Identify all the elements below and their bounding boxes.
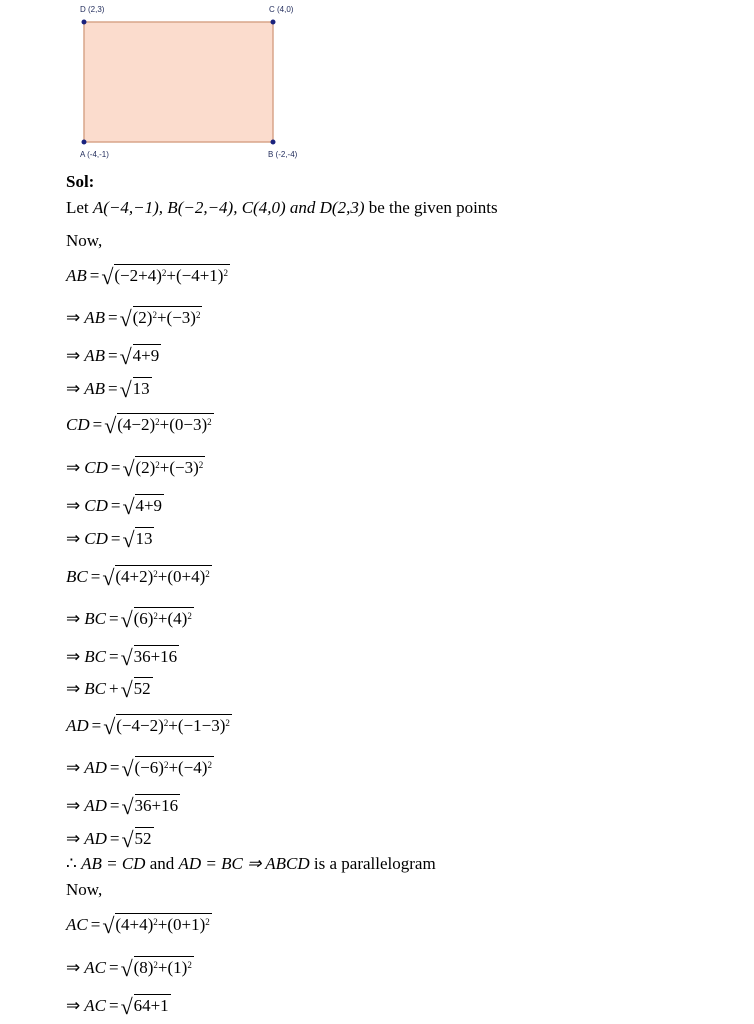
square-root	[122, 645, 180, 667]
distance-step	[66, 494, 164, 516]
given-points-suffix: be the given points	[368, 198, 498, 217]
radicand: $(2)^2+(-3)^2$	[132, 308, 201, 327]
implies-symbol: ⇒	[66, 529, 81, 548]
implies-symbol: ⇒	[66, 308, 81, 327]
step-operator: =	[108, 609, 119, 628]
step-operator: =	[109, 829, 120, 848]
point-d-expression: D(2,3)	[319, 198, 365, 217]
distance-step	[66, 714, 232, 736]
step-operator: =	[110, 529, 121, 548]
radicand: 52	[134, 829, 152, 848]
step-operator: =	[108, 308, 118, 327]
step-operator: =	[90, 567, 101, 586]
radicand: $(6)^2+(4)^2$	[133, 609, 192, 628]
distance-step	[66, 377, 152, 399]
step-operator: =	[109, 758, 120, 777]
implies-symbol: ⇒	[66, 458, 81, 477]
square-root	[102, 264, 230, 286]
and-word: and	[289, 198, 316, 217]
implies-symbol: ⇒	[66, 679, 81, 698]
vertex-d-label: D (2,3)	[80, 5, 105, 14]
vertex-b-point	[271, 140, 276, 145]
square-root	[103, 565, 211, 587]
square-root	[122, 956, 194, 978]
square-root	[121, 344, 162, 366]
implies-symbol: ⇒	[66, 758, 81, 777]
step-lhs: AB	[84, 308, 106, 327]
step-lhs: BC	[84, 647, 106, 666]
step-lhs: AD	[84, 758, 107, 777]
distance-step	[66, 413, 214, 435]
square-root	[123, 756, 214, 778]
square-root	[123, 827, 154, 849]
step-lhs: AD	[84, 829, 107, 848]
step-operator: =	[110, 496, 121, 515]
step-operator: =	[109, 796, 120, 815]
ac-step	[66, 913, 212, 935]
step-lhs: BC	[84, 609, 106, 628]
square-root	[122, 607, 194, 629]
distance-step	[66, 645, 179, 667]
distance-step	[66, 607, 194, 629]
square-root	[121, 377, 152, 399]
distance-step	[66, 456, 205, 478]
step-operator: =	[91, 716, 102, 735]
step-lhs: AD	[66, 716, 89, 735]
solution-heading: Sol:	[66, 172, 95, 191]
step-lhs: BC	[84, 679, 106, 698]
vertex-a-point	[82, 140, 87, 145]
step-lhs: CD	[84, 529, 108, 548]
square-root	[123, 456, 205, 478]
conclusion-and: and	[149, 854, 175, 873]
radicand: $(8)^2+(1)^2$	[133, 958, 192, 977]
let-word: Let	[66, 198, 89, 217]
radicand: 36+16	[134, 796, 179, 815]
step-lhs: AC	[84, 996, 106, 1015]
implies-symbol: ⇒	[66, 958, 81, 977]
distance-step	[66, 756, 214, 778]
implies-symbol: ⇒	[66, 496, 81, 515]
step-operator: =	[89, 266, 100, 285]
step-lhs: AC	[66, 915, 88, 934]
vertex-c-point	[271, 20, 276, 25]
conclusion-eq-1: AB = CD	[81, 854, 146, 873]
step-lhs: AB	[66, 266, 87, 285]
vertex-c-label: C (4,0)	[269, 5, 294, 14]
therefore-symbol: ∴	[66, 854, 77, 873]
step-lhs: BC	[66, 567, 88, 586]
parallelogram-diagram	[60, 0, 320, 168]
square-root	[122, 677, 153, 699]
step-lhs: CD	[84, 458, 108, 477]
radicand: $(4-2)^2+(0-3)^2$	[117, 415, 212, 434]
distance-step	[66, 565, 212, 587]
distance-step	[66, 264, 230, 286]
step-operator: =	[110, 458, 121, 477]
radicand: 4+9	[135, 496, 163, 515]
distance-step	[66, 344, 161, 366]
step-operator: =	[108, 996, 119, 1015]
implies-symbol: ⇒	[66, 796, 81, 815]
distance-step	[66, 677, 153, 699]
points-expression: A(−4,−1), B(−2,−4), C(4,0)	[92, 198, 286, 217]
step-operator: =	[108, 647, 119, 666]
square-root	[123, 494, 164, 516]
step-operator: =	[108, 958, 119, 977]
radicand: $(2)^2+(-3)^2$	[135, 458, 204, 477]
square-root	[122, 994, 171, 1016]
implies-symbol: ⇒	[66, 647, 81, 666]
square-root	[121, 306, 203, 328]
square-root	[123, 794, 181, 816]
parallelogram-conclusion	[66, 854, 436, 874]
square-root	[104, 714, 232, 736]
conclusion-eq-2: AD = BC ⇒ ABCD	[178, 854, 310, 873]
now-label-2: Now,	[66, 880, 103, 899]
step-operator: +	[108, 679, 119, 698]
radicand: 13	[135, 529, 153, 548]
vertex-b-label: B (-2,-4)	[268, 150, 298, 159]
step-operator: =	[108, 346, 118, 365]
step-operator: =	[108, 379, 118, 398]
radicand: $(4+2)^2+(0+4)^2$	[115, 567, 210, 586]
distance-step	[66, 306, 202, 328]
parallelogram-shape	[84, 22, 273, 142]
step-lhs: AB	[84, 379, 106, 398]
implies-symbol: ⇒	[66, 829, 81, 848]
parallelogram-figure	[60, 0, 320, 168]
vertex-a-label: A (-4,-1)	[80, 150, 109, 159]
implies-symbol: ⇒	[66, 609, 81, 628]
step-lhs: AD	[84, 796, 107, 815]
implies-symbol: ⇒	[66, 346, 81, 365]
distance-step	[66, 794, 180, 816]
square-root	[105, 413, 213, 435]
distance-step	[66, 527, 154, 549]
step-operator: =	[90, 915, 101, 934]
implies-symbol: ⇒	[66, 996, 81, 1015]
step-lhs: CD	[66, 415, 90, 434]
implies-symbol: ⇒	[66, 379, 81, 398]
radicand: $(-2+4)^2+(-4+1)^2$	[114, 266, 228, 285]
step-operator: =	[92, 415, 103, 434]
step-lhs: AC	[84, 958, 106, 977]
vertex-d-point	[82, 20, 87, 25]
distance-step	[66, 827, 154, 849]
radicand: 52	[133, 679, 151, 698]
radicand: $(-4-2)^2+(-1-3)^2$	[116, 716, 230, 735]
square-root	[123, 527, 154, 549]
radicand: 64+1	[133, 996, 169, 1015]
radicand: 36+16	[133, 647, 178, 666]
radicand: $(4+4)^2+(0+1)^2$	[115, 915, 210, 934]
radicand: $(-6)^2+(-4)^2$	[134, 758, 212, 777]
ac-step	[66, 994, 171, 1016]
square-root	[103, 913, 211, 935]
now-label: Now,	[66, 231, 103, 250]
step-lhs: AB	[84, 346, 106, 365]
radicand: 13	[132, 379, 150, 398]
given-points-line	[66, 198, 498, 218]
radicand: 4+9	[132, 346, 160, 365]
step-lhs: CD	[84, 496, 108, 515]
conclusion-tail: is a parallelogram	[313, 854, 436, 873]
ac-step	[66, 956, 194, 978]
